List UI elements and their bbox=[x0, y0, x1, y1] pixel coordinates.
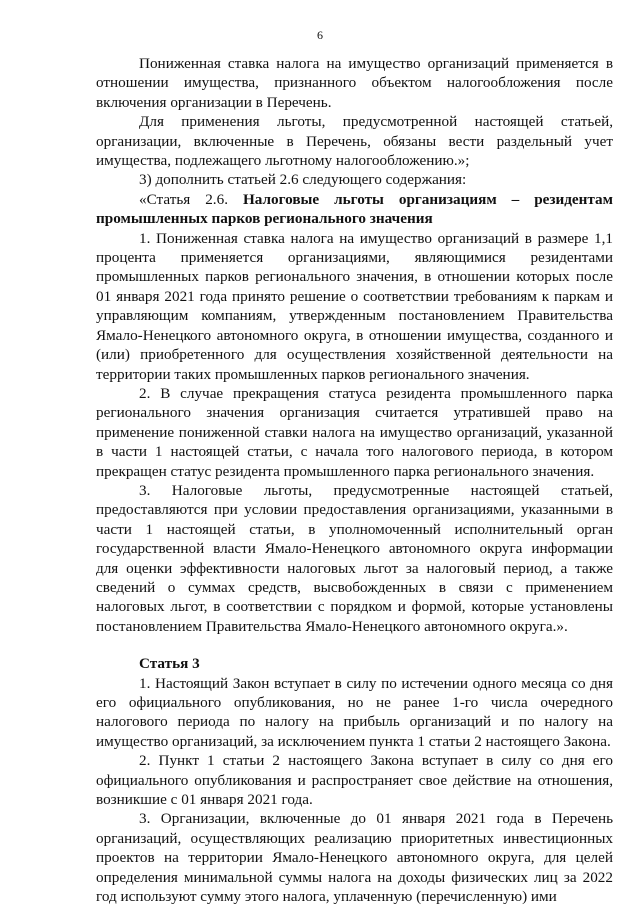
paragraph: Для применения льготы, предусмотренной настоящей статьей, организации, включенные в Перечень, обязаны вести раздельный учет имущества, подлежащего льготному налогообложению.»; bbox=[96, 113, 613, 170]
document-body bbox=[96, 54, 613, 906]
paragraph: 3. Налоговые льготы, предусмотренные настоящей статьей, предоставляются при условии предоставления организациями, указанными в части 1 настоящей статьи, в уполномоченный исполнительный орган государственной власти Ямало-Ненецкого автономного округа информации для оценки эффективности налоговых льгот за налоговый период, а также сведений о суммах средств, высвобожденных в связи с применением налоговых льгот, в соответствии с порядком и формой, которые установлены постановлением Правительства Ямало-Ненецкого автономного округа.». bbox=[96, 481, 613, 635]
article-2-6-lead: «Статья 2.6. bbox=[139, 190, 243, 208]
page-number: 6 bbox=[317, 28, 323, 42]
paragraph: Пониженная ставка налога на имущество организаций применяется в отношении имущества, признанного объектом налогообложения после включения организации в Перечень. bbox=[96, 55, 613, 111]
article-2-6-title bbox=[96, 190, 613, 229]
article-3-heading-text: Статья 3 bbox=[139, 655, 200, 673]
paragraph: 2. В случае прекращения статуса резидента промышленного парка регионального значения организация считается утратившей право на применение пониженной ставки налога на имущество организаций, указанной в части 1 настоящей статьи, с начала того налогового периода, в котором прекращен статус резидента промышленного парка регионального значения. bbox=[96, 384, 613, 480]
article-3-heading bbox=[96, 654, 613, 673]
article-2-6-heading: Налоговые льготы организациям – резидентам промышленных парков регионального значения bbox=[96, 190, 613, 228]
paragraph: 3. Организации, включенные до 01 января 2021 года в Перечень организаций, осуществляющих реализацию приоритетных инвестиционных проектов на территории Ямало-Ненецкого автономного округа, для целей определения минимальной суммы налога на доходы физических лиц за 2022 год используют сумму этого налога, уплаченную (перечисленную) ими bbox=[96, 810, 613, 906]
paragraph: 2. Пункт 1 статьи 2 настоящего Закона вступает в силу со дня его официального опубликования и распространяет свое действие на отношения, возникшие с 01 января 2021 года. bbox=[96, 752, 613, 809]
paragraph: 1. Настоящий Закон вступает в силу по истечении одного месяца со дня его официального опубликования, но не ранее 1-го числа очередного налогового периода по налогу на прибыль организаций и по налогу на имущество организаций, за исключением пункта 1 статьи 2 настоящего Закона. bbox=[96, 674, 613, 750]
paragraph: 1. Пониженная ставка налога на имущество организаций в размере 1,1 процента применяется организациями, являющимися резидентами промышленных парков регионального значения, в отношении которых после 01 января 2021 года принято решение о соответствии требованиям к паркам и управляющим компаниям, утвержденным постановлением Правительства Ямало-Ненецкого автономного округа, в отношении имущества, созданного и (или) приобретенного для осуществления хозяйственной деятельности на территории таких промышленных парков регионального значения. bbox=[96, 229, 613, 383]
paragraph: 3) дополнить статьей 2.6 следующего содержания: bbox=[139, 171, 467, 189]
